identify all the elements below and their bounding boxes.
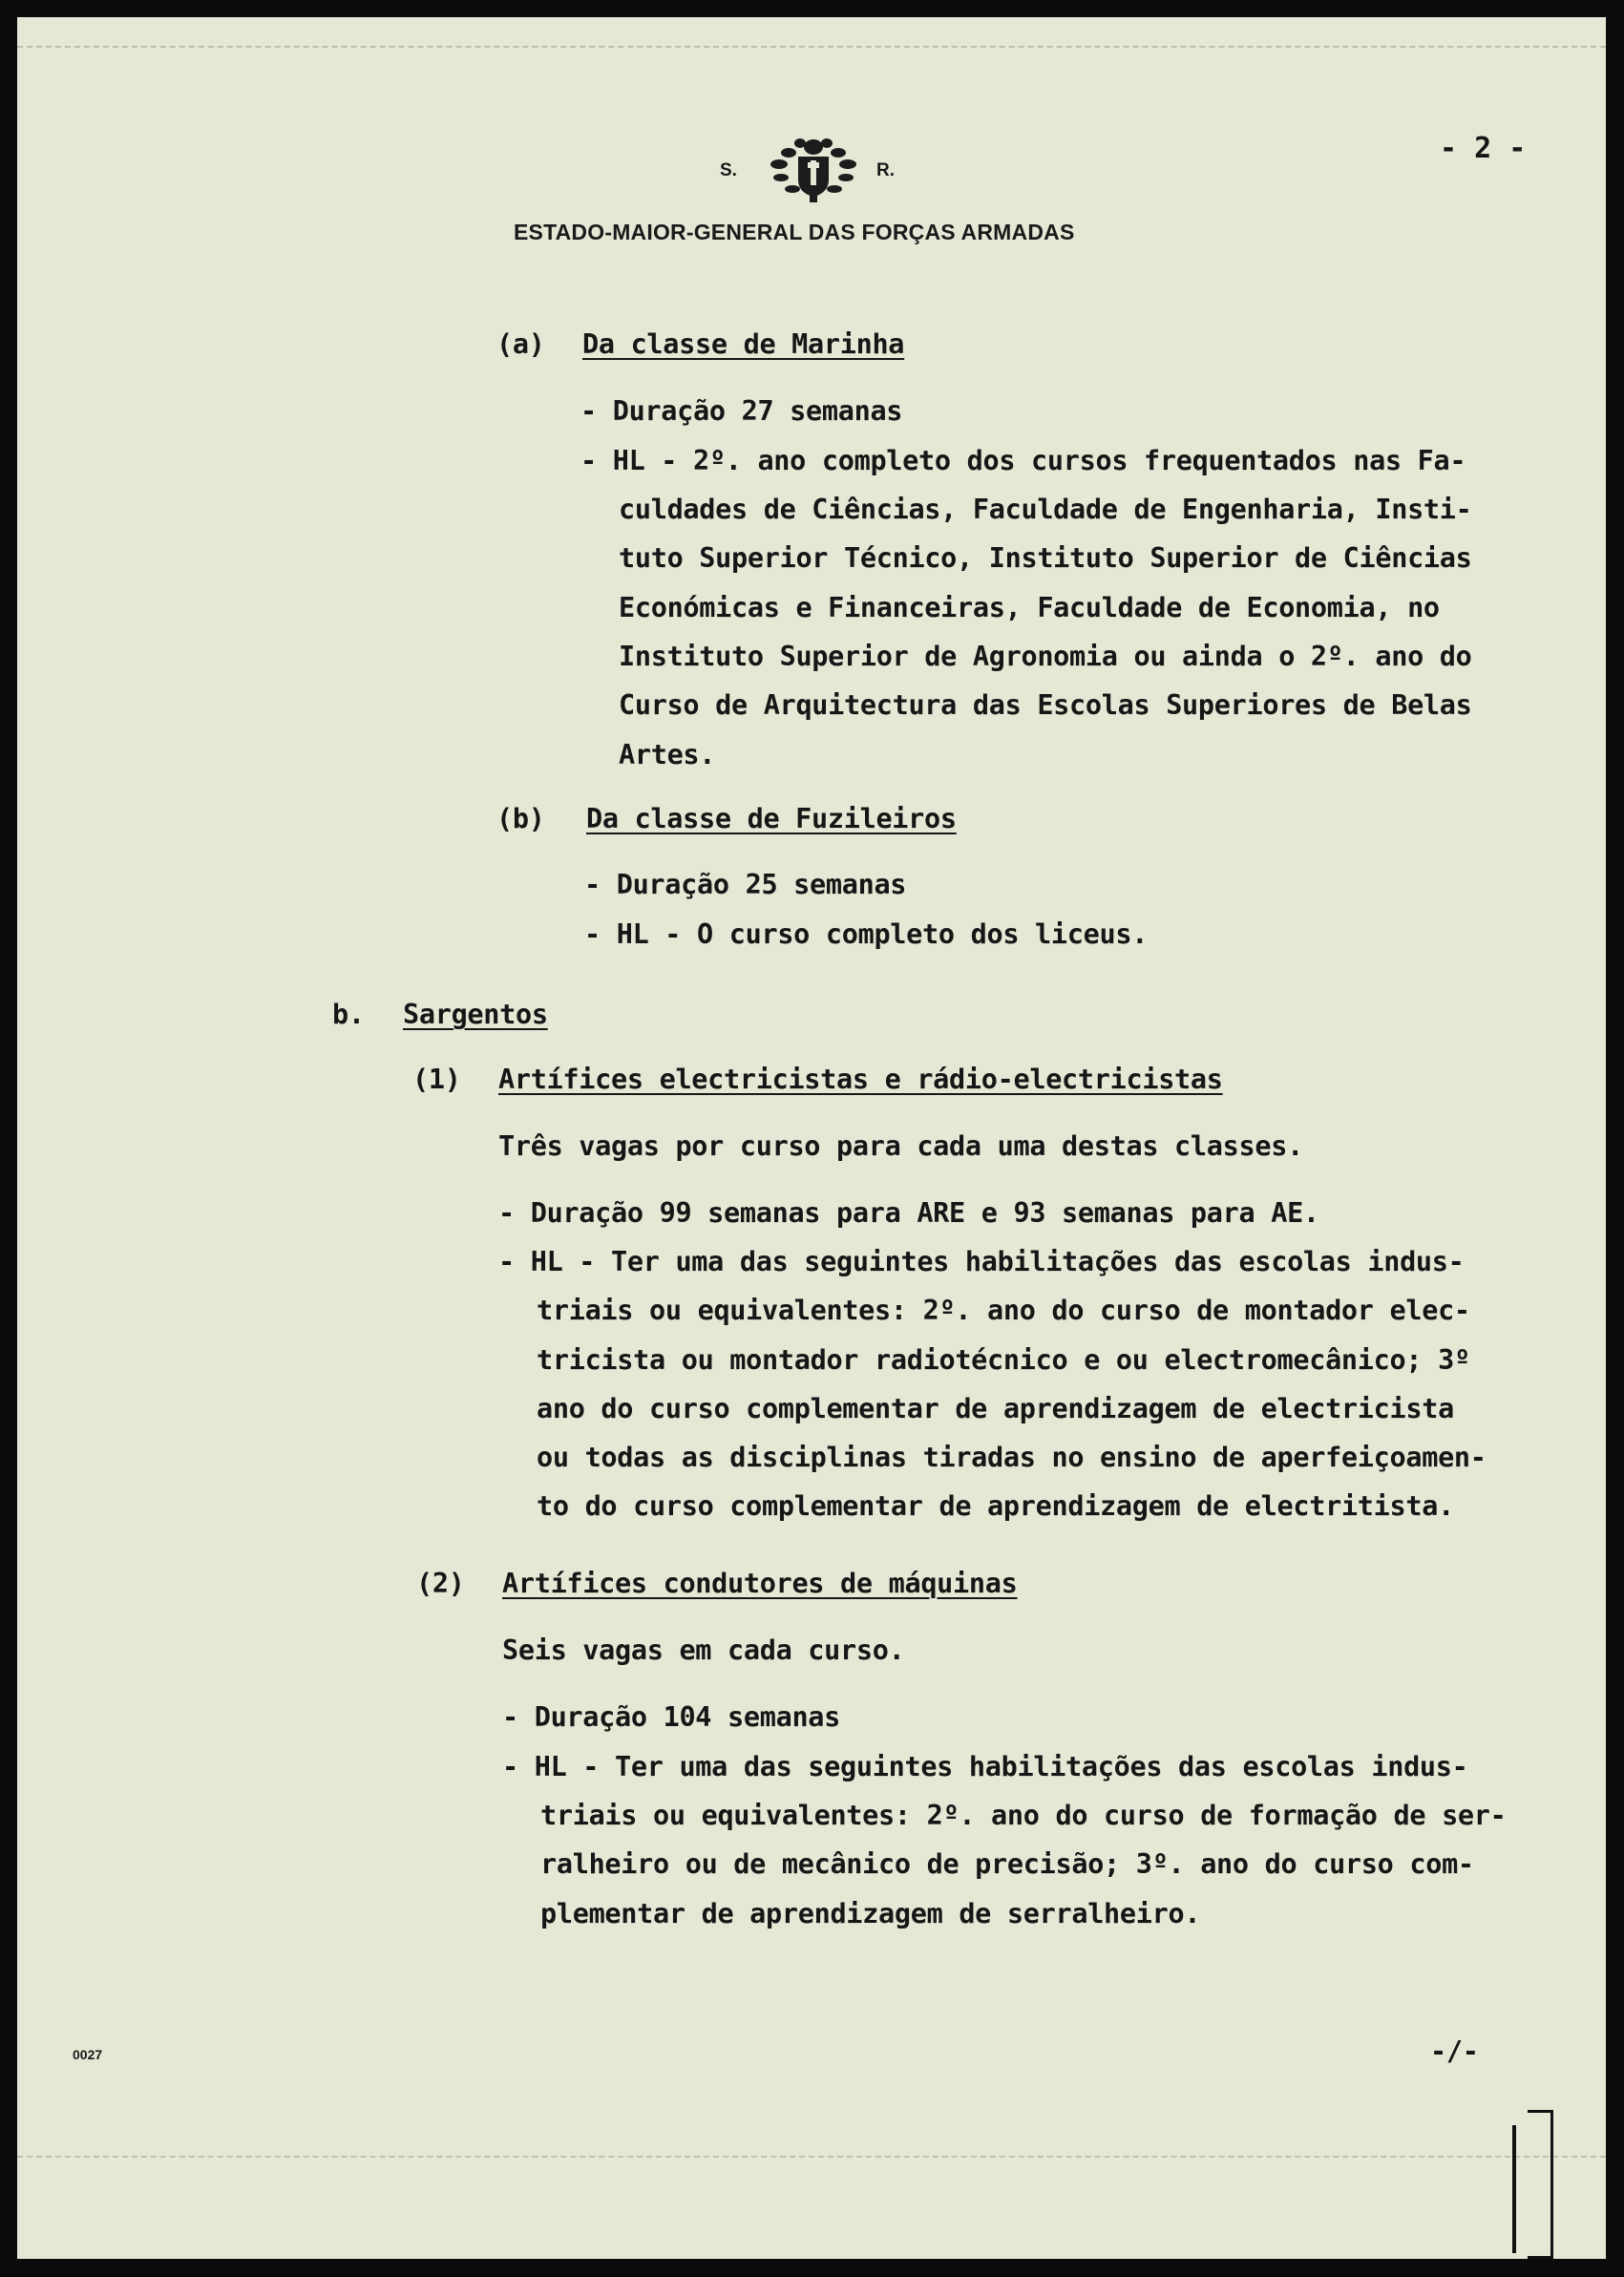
header-s-letter: S. [720,160,737,180]
text-line: Curso de Arquitectura das Escolas Superiores de Belas [619,689,1472,721]
text-line: culdades de Ciências, Faculdade de Engenharia, Insti- [619,494,1472,525]
item-marker-1: (1) [412,1064,461,1095]
text-line: Económicas e Financeiras, Faculdade de Economia, no [619,592,1440,623]
organization-heading: ESTADO-MAIOR-GENERAL DAS FORÇAS ARMADAS [514,220,1075,244]
text-line: - Duração 25 semanas [584,869,907,900]
section-title-fuzileiros: Da classe de Fuzileiros [586,803,957,834]
header-r-letter: R. [876,160,895,180]
text-line: triais ou equivalentes: 2º. ano do curso de montador elec- [537,1295,1470,1326]
text-line: - HL - Ter uma das seguintes habilitações das escolas indus- [502,1751,1468,1782]
section-title-marinha: Da classe de Marinha [582,328,905,360]
text-line: Três vagas por curso para cada uma destas classes. [498,1130,1303,1162]
text-line: - HL - O curso completo dos liceus. [584,918,1149,950]
text-line: ralheiro ou de mecânico de precisão; 3º. ano do curso com- [540,1848,1474,1880]
document-page [17,17,1606,2259]
binding-bracket [1528,2110,1553,2259]
text-line: tuto Superior Técnico, Instituto Superior de Ciências [619,542,1472,574]
text-line: - HL - 2º. ano completo dos cursos frequentados nas Fa- [580,445,1466,476]
top-edge-rule [17,46,1606,48]
text-line: - Duração 104 semanas [502,1701,841,1733]
section-title-electricistas: Artífices electricistas e rádio-electricistas [498,1064,1223,1095]
text-line: - Duração 99 semanas para ARE e 93 semanas para AE. [498,1197,1319,1229]
coat-of-arms-icon [764,132,863,206]
text-line: - HL - Ter uma das seguintes habilitações das escolas indus- [498,1246,1465,1277]
section-title-condutores: Artífices condutores de máquinas [502,1568,1018,1599]
section-title-sargentos: Sargentos [403,999,548,1030]
document-id: 0027 [73,2047,103,2062]
text-line: tricista ou montador radiotécnico e ou electromecânico; 3º [537,1344,1470,1376]
text-line: Instituto Superior de Agronomia ou ainda o 2º. ano do [619,641,1472,672]
bottom-edge-rule [17,2156,1606,2158]
continuation-mark: -/- [1430,2035,1479,2067]
section-marker-b: b. [332,999,365,1030]
text-line: triais ou equivalentes: 2º. ano do curso de formação de ser- [540,1800,1507,1831]
text-line: - Duração 27 semanas [580,395,903,427]
item-marker-2: (2) [416,1568,465,1599]
text-line: plementar de aprendizagem de serralheiro. [540,1898,1201,1929]
page-number: - 2 - [1440,132,1527,165]
item-marker-a: (a) [496,328,545,360]
text-line: to do curso complementar de aprendizagem de electritista. [537,1490,1454,1522]
text-line: Artes. [619,739,716,770]
binding-line [1512,2125,1516,2253]
item-marker-b: (b) [496,803,545,834]
text-line: ano do curso complementar de aprendizagem de electricista [537,1393,1454,1424]
text-line: ou todas as disciplinas tiradas no ensino de aperfeiçoamen- [537,1442,1487,1473]
text-line: Seis vagas em cada curso. [502,1634,905,1666]
